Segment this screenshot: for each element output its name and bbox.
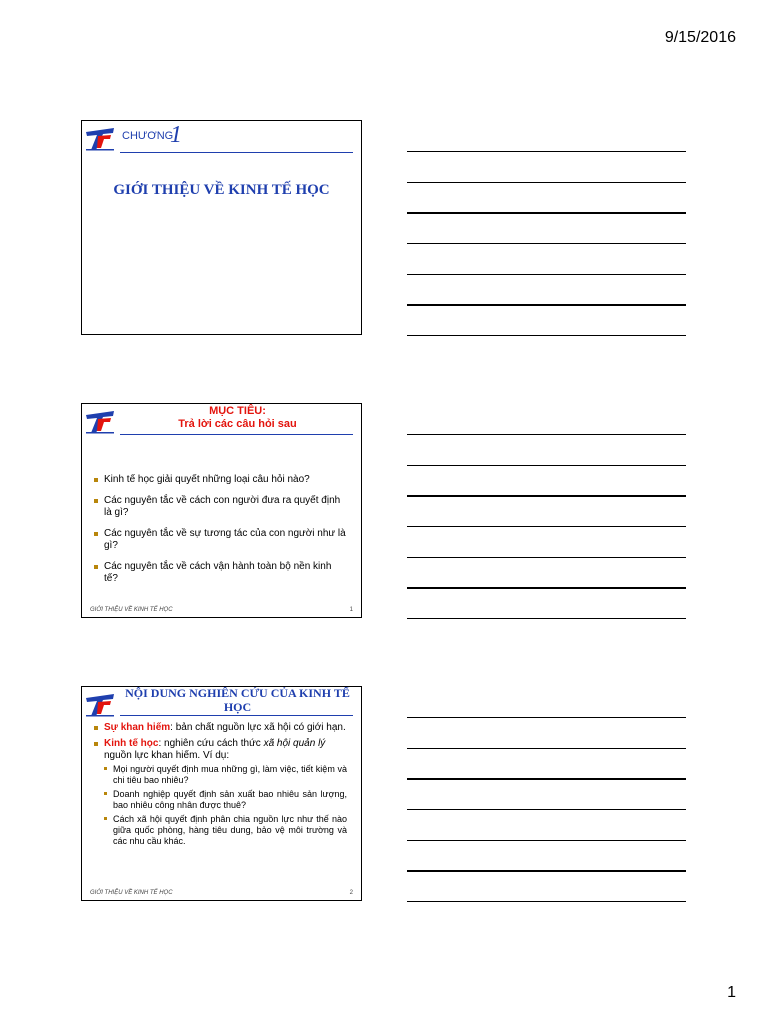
note-line bbox=[407, 212, 686, 214]
objective-list bbox=[94, 474, 347, 594]
tdt-logo-icon bbox=[84, 692, 118, 718]
note-line bbox=[407, 809, 686, 810]
slide-number: 1 bbox=[349, 607, 353, 613]
term-definition: : bản chất nguồn lực xã hội có giới hạn. bbox=[170, 722, 346, 733]
list-item: Các nguyên tắc về sự tương tác của con người như là gì? bbox=[94, 528, 347, 552]
note-line bbox=[407, 618, 686, 619]
list-item: Cách xã hội quyết định phân chia nguồn lực như thế nào giữa quốc phòng, hàng tiêu dung, bảo vệ môi trường và các nhu cầu khác. bbox=[104, 814, 347, 847]
objective-heading: MỤC TIÊU: bbox=[209, 405, 266, 417]
tdt-logo-icon bbox=[84, 409, 118, 435]
note-line bbox=[407, 495, 686, 497]
note-line bbox=[407, 274, 686, 275]
slide-number: 2 bbox=[349, 890, 353, 896]
note-line bbox=[407, 465, 686, 466]
slide-title: GIỚI THIỆU VỀ KINH TẾ HỌC bbox=[113, 182, 330, 198]
note-line bbox=[407, 182, 686, 183]
slide-footer: GIỚI THIỆU VỀ KINH TẾ HỌC bbox=[90, 607, 173, 613]
term-emphasis: xã hội quản lý bbox=[263, 738, 326, 749]
list-item: Doanh nghiệp quyết định sản xuất bao nhiêu sản lượng, bao nhiêu công nhân được thuê? bbox=[104, 789, 347, 811]
example-list bbox=[104, 764, 347, 847]
term-definition: : nghiên cứu cách thức bbox=[158, 738, 264, 749]
slide-title: NỘI DUNG NGHIÊN CỨU CỦA KINH TẾ HỌC bbox=[125, 686, 350, 714]
note-line bbox=[407, 304, 686, 306]
list-item: Kinh tế học giải quyết những loại câu hỏi nào? bbox=[94, 474, 347, 486]
objective-subheading: Trả lời các câu hỏi sau bbox=[178, 418, 297, 430]
term-scarcity: Sự khan hiếm bbox=[104, 722, 171, 733]
header-rule bbox=[120, 715, 353, 716]
note-line bbox=[407, 870, 686, 872]
note-line bbox=[407, 840, 686, 841]
term-definition-end: nguồn lực khan hiếm. Ví dụ: bbox=[104, 750, 230, 761]
note-line bbox=[407, 587, 686, 589]
slide-thumbnail-3 bbox=[81, 686, 362, 901]
note-line bbox=[407, 748, 686, 749]
slide-thumbnail-1 bbox=[81, 120, 362, 335]
slide-title bbox=[122, 405, 353, 431]
page-date: 9/15/2016 bbox=[664, 29, 736, 46]
note-line bbox=[407, 778, 686, 780]
note-line bbox=[407, 151, 686, 152]
chapter-number: 1 bbox=[170, 122, 182, 148]
tdt-logo-icon bbox=[84, 126, 118, 152]
note-line bbox=[407, 335, 686, 336]
content-list bbox=[94, 722, 347, 851]
slide-footer: GIỚI THIỆU VỀ KINH TẾ HỌC bbox=[90, 890, 173, 896]
note-line bbox=[407, 717, 686, 718]
header-rule bbox=[120, 152, 353, 153]
list-item bbox=[94, 738, 347, 847]
note-line bbox=[407, 557, 686, 558]
list-item bbox=[94, 722, 347, 734]
note-line bbox=[407, 526, 686, 527]
list-item: Các nguyên tắc về cách vận hành toàn bộ nền kinh tế? bbox=[94, 561, 347, 585]
page-number: 1 bbox=[727, 984, 736, 1001]
list-item: Các nguyên tắc về cách con người đưa ra quyết định là gì? bbox=[94, 495, 347, 519]
chapter-label: CHƯƠNG bbox=[122, 130, 174, 142]
slide-thumbnail-2 bbox=[81, 403, 362, 618]
note-line bbox=[407, 243, 686, 244]
note-line bbox=[407, 901, 686, 902]
term-economics: Kinh tế học bbox=[104, 738, 159, 749]
header-rule bbox=[120, 434, 353, 435]
note-line bbox=[407, 434, 686, 435]
list-item: Mọi người quyết định mua những gì, làm việc, tiết kiệm và chi tiêu bao nhiêu? bbox=[104, 764, 347, 786]
